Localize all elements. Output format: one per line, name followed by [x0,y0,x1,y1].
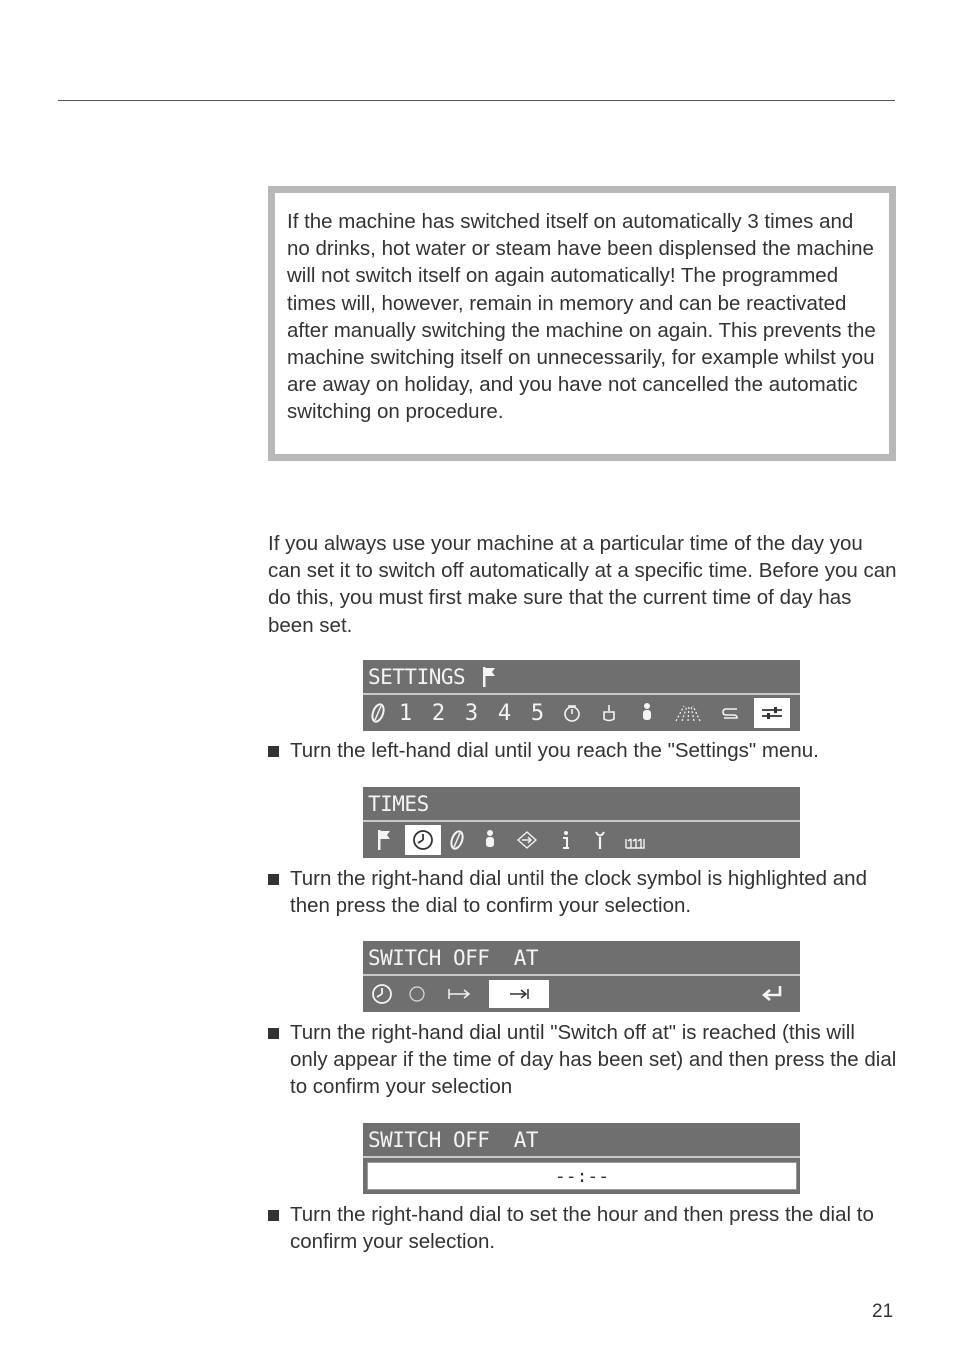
lcd-number: 4 [497,700,512,726]
lcd-title: SETTINGS [368,664,466,689]
pipe-icon [710,698,750,728]
flag-icon [481,662,497,692]
time-entry-field: --:-- [367,1162,797,1190]
cup-icon [590,698,628,728]
lcd-number: 2 [431,700,446,726]
person-icon [628,698,666,728]
diamond-arrow-icon [507,825,547,855]
bean-icon [367,698,389,728]
step-text: Turn the right-hand dial to set the hour and then press the dial to confirm your selection. [290,1203,874,1254]
header-rule [58,100,895,101]
lcd-title: SWITCH OFF AT [368,945,539,970]
factory-icon [615,825,655,855]
switch-on-arrow-icon [437,979,483,1009]
steam-icon [666,698,710,728]
bullet-square [268,874,279,885]
note-box [268,186,896,461]
clock-icon [367,979,397,1009]
lcd-settings [363,660,800,731]
lcd-title: TIMES [368,791,429,816]
step-text: Turn the right-hand dial until "Switch off at" is reached (this will only appear if the time of day has been set) and then press the dial to confirm your selection [290,1021,897,1099]
page-number: 21 [872,1301,894,1322]
lcd-switch-off-time [363,1123,800,1194]
person-icon [473,825,507,855]
step-text: Turn the left-hand dial until you reach the "Settings" menu. [290,739,819,762]
step-list-item [268,737,898,764]
bullet-square [268,746,279,757]
timer-icon [554,698,590,728]
settings-sliders-icon [754,698,790,728]
return-arrow-icon [752,979,792,1009]
circle-icon [397,979,437,1009]
tool-icon [585,825,615,855]
intro-paragraph: If you always use your machine at a particular time of the day you can set it to switch off automatically at a specific time. Before you can do this, you must first make sure that the current time of day has been set. [268,532,897,637]
note-text: If the machine has switched itself on automatically 3 times and no drinks, hot water or steam have been displensed the machine will not switch itself on again automatically! The programmed times will, however, remain in memory and can be reactivated after manually switching the machine on again. This prevents the machine switching itself on unnecessarily, for example whilst you are away on holiday, and you have not cancelled the automatic switching on procedure. [287,210,876,424]
step-list-item [268,865,898,919]
lcd-times [363,787,800,858]
lcd-title: SWITCH OFF AT [368,1127,539,1152]
lcd-switch-off-menu [363,941,800,1012]
bean-icon [441,825,473,855]
flag-icon [367,825,401,855]
bullet-square [268,1210,279,1221]
step-text: Turn the right-hand dial until the clock symbol is highlighted and then press the dial to confirm your selection. [290,867,867,918]
bullet-square [268,1028,279,1039]
clock-icon [405,825,441,855]
info-icon [547,825,585,855]
lcd-number: 5 [530,700,545,726]
lcd-number: 3 [464,700,479,726]
switch-off-arrow-icon [489,980,549,1008]
lcd-number: 1 [398,700,413,726]
step-list-item [268,1019,898,1101]
step-list-item [268,1201,898,1255]
